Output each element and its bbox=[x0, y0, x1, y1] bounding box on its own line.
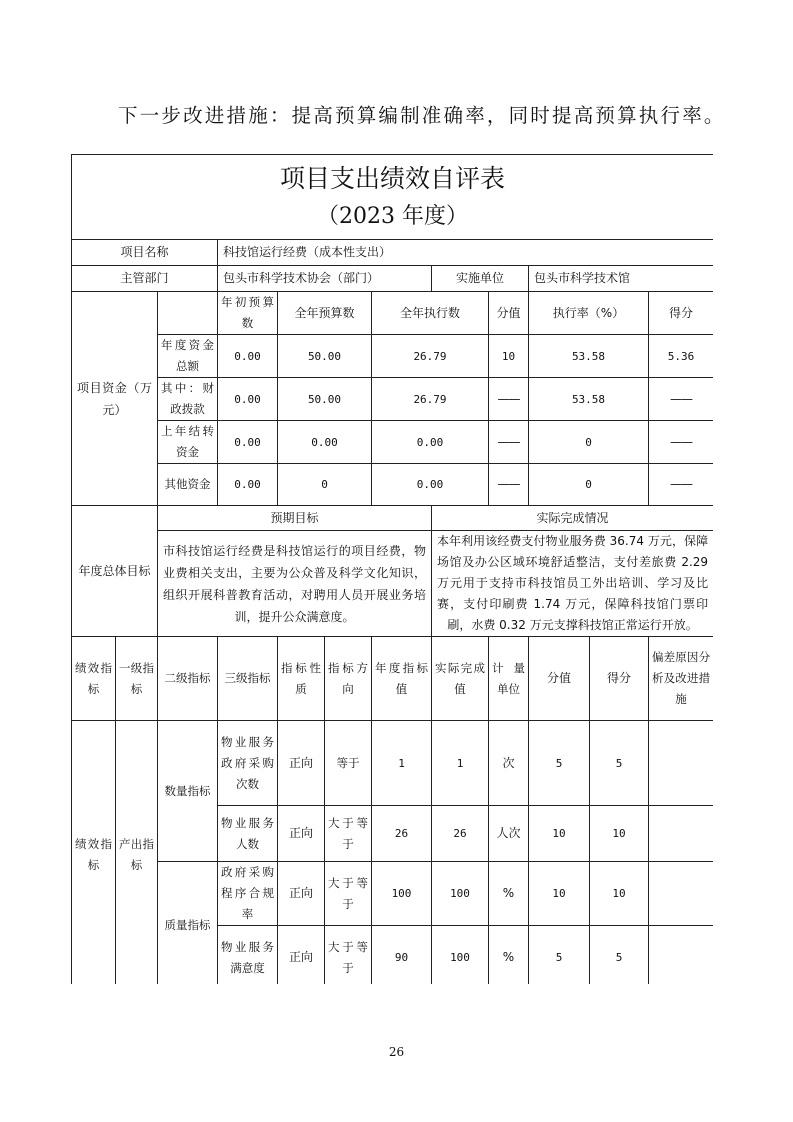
fund-row-executed: 26.79 bbox=[372, 378, 489, 421]
ind-target: 100 bbox=[372, 862, 432, 926]
project-name-label: 项目名称 bbox=[72, 240, 218, 266]
fund-row-rate: 53.58 bbox=[529, 378, 649, 421]
ind-quality-label: 质量指标 bbox=[158, 862, 218, 985]
ind-nature: 正向 bbox=[278, 806, 325, 862]
ind-target: 1 bbox=[372, 721, 432, 806]
ind-name: 物业服务满意度 bbox=[218, 926, 278, 985]
fund-row-score-value: —— bbox=[489, 378, 529, 421]
impl-value: 包头市科学技术馆 bbox=[529, 266, 714, 292]
ind-header-group: 绩效指标 bbox=[72, 637, 116, 721]
ind-score: 5 bbox=[590, 926, 649, 985]
indicator-row bbox=[72, 721, 714, 806]
fund-row-annual: 0 bbox=[278, 464, 372, 506]
goals-content-row bbox=[72, 531, 714, 637]
page-number: 26 bbox=[388, 1045, 405, 1059]
ind-header-level3: 三级指标 bbox=[218, 637, 278, 721]
fund-row bbox=[72, 335, 714, 378]
ind-header-score: 得分 bbox=[590, 637, 649, 721]
ind-score-value: 10 bbox=[529, 862, 590, 926]
fund-row-executed: 26.79 bbox=[372, 335, 489, 378]
goals-header-row bbox=[72, 506, 714, 531]
ind-direction: 大于等于 bbox=[325, 926, 372, 985]
fund-row-label: 其中：财政拨款 bbox=[158, 378, 218, 421]
impl-label: 实施单位 bbox=[432, 266, 529, 292]
ind-score: 10 bbox=[590, 806, 649, 862]
actual-result-header: 实际完成情况 bbox=[432, 506, 714, 531]
ind-unit: % bbox=[489, 926, 529, 985]
ind-header-unit: 计量单位 bbox=[489, 637, 529, 721]
fund-row-annual: 50.00 bbox=[278, 378, 372, 421]
fund-row-rate: 0 bbox=[529, 464, 649, 506]
ind-actual: 100 bbox=[432, 926, 489, 985]
fund-row-executed: 0.00 bbox=[372, 464, 489, 506]
ind-nature: 正向 bbox=[278, 862, 325, 926]
fund-row-score-value: —— bbox=[489, 421, 529, 464]
table-title-cell bbox=[72, 155, 714, 240]
ind-name: 物业服务政府采购次数 bbox=[218, 721, 278, 806]
performance-table bbox=[71, 154, 713, 984]
fund-row-label: 上年结转资金 bbox=[158, 421, 218, 464]
ind-header-score-value: 分值 bbox=[529, 637, 590, 721]
fund-header-executed: 全年执行数 bbox=[372, 292, 489, 335]
ind-direction: 大于等于 bbox=[325, 806, 372, 862]
fund-row bbox=[72, 421, 714, 464]
fund-header-initial: 年初预算数 bbox=[218, 292, 278, 335]
ind-header-target: 年度指标值 bbox=[372, 637, 432, 721]
ind-header-level2: 二级指标 bbox=[158, 637, 218, 721]
fund-row-executed: 0.00 bbox=[372, 421, 489, 464]
fund-row-annual: 50.00 bbox=[278, 335, 372, 378]
fund-header-annual: 全年预算数 bbox=[278, 292, 372, 335]
fund-row-rate: 0 bbox=[529, 421, 649, 464]
ind-actual: 1 bbox=[432, 721, 489, 806]
ind-target: 90 bbox=[372, 926, 432, 985]
table-title: 项目支出绩效自评表 bbox=[280, 164, 506, 193]
ind-score: 10 bbox=[590, 862, 649, 926]
fund-row-initial: 0.00 bbox=[218, 335, 278, 378]
fund-row bbox=[72, 378, 714, 421]
fund-row-annual: 0.00 bbox=[278, 421, 372, 464]
ind-direction: 等于 bbox=[325, 721, 372, 806]
indicator-header-row bbox=[72, 637, 714, 721]
table-subtitle: （2023 年度） bbox=[317, 204, 469, 229]
fund-row-label: 年度资金总额 bbox=[158, 335, 218, 378]
fund-label: 项目资金（万元） bbox=[72, 292, 158, 506]
ind-score-value: 10 bbox=[529, 806, 590, 862]
goals-label: 年度总体目标 bbox=[72, 506, 158, 637]
ind-header-nature: 指标性质 bbox=[278, 637, 325, 721]
performance-table-wrapper bbox=[71, 154, 713, 984]
ind-level1-label: 产出指标 bbox=[116, 721, 158, 985]
project-name-value: 科技馆运行经费（成本性支出） bbox=[218, 240, 714, 266]
fund-row-score: —— bbox=[649, 421, 714, 464]
ind-actual: 26 bbox=[432, 806, 489, 862]
ind-analysis bbox=[649, 926, 714, 985]
ind-group-label: 绩效指标 bbox=[72, 721, 116, 985]
ind-analysis bbox=[649, 721, 714, 806]
project-name-row bbox=[72, 240, 714, 266]
fund-header-row bbox=[72, 292, 714, 335]
ind-nature: 正向 bbox=[278, 926, 325, 985]
ind-nature: 正向 bbox=[278, 721, 325, 806]
fund-row-initial: 0.00 bbox=[218, 421, 278, 464]
ind-unit: 次 bbox=[489, 721, 529, 806]
fund-row-score-value: 10 bbox=[489, 335, 529, 378]
ind-header-actual: 实际完成值 bbox=[432, 637, 489, 721]
ind-analysis bbox=[649, 806, 714, 862]
ind-analysis bbox=[649, 862, 714, 926]
ind-header-level1: 一级指标 bbox=[116, 637, 158, 721]
expected-goal-header: 预期目标 bbox=[158, 506, 432, 531]
ind-header-direction: 指标方向 bbox=[325, 637, 372, 721]
fund-row-initial: 0.00 bbox=[218, 378, 278, 421]
fund-row-score: —— bbox=[649, 378, 714, 421]
ind-actual: 100 bbox=[432, 862, 489, 926]
fund-header-rate: 执行率（%） bbox=[529, 292, 649, 335]
ind-quantity-label: 数量指标 bbox=[158, 721, 218, 862]
ind-unit: 人次 bbox=[489, 806, 529, 862]
ind-score-value: 5 bbox=[529, 926, 590, 985]
ind-score-value: 5 bbox=[529, 721, 590, 806]
ind-score: 5 bbox=[590, 721, 649, 806]
fund-header-score: 得分 bbox=[649, 292, 714, 335]
fund-row-score: 5.36 bbox=[649, 335, 714, 378]
fund-header-blank bbox=[158, 292, 218, 335]
title-row bbox=[72, 155, 714, 240]
fund-row-score: —— bbox=[649, 464, 714, 506]
ind-direction: 大于等于 bbox=[325, 862, 372, 926]
ind-header-analysis: 偏差原因分析及改进措施 bbox=[649, 637, 714, 721]
ind-target: 26 bbox=[372, 806, 432, 862]
ind-name: 政府采购程序合规率 bbox=[218, 862, 278, 926]
fund-row bbox=[72, 464, 714, 506]
fund-header-score-value: 分值 bbox=[489, 292, 529, 335]
ind-unit: % bbox=[489, 862, 529, 926]
dept-value: 包头市科学技术协会（部门） bbox=[218, 266, 432, 292]
fund-row-label: 其他资金 bbox=[158, 464, 218, 506]
ind-name: 物业服务人数 bbox=[218, 806, 278, 862]
dept-row bbox=[72, 266, 714, 292]
fund-row-initial: 0.00 bbox=[218, 464, 278, 506]
fund-row-rate: 53.58 bbox=[529, 335, 649, 378]
dept-label: 主管部门 bbox=[72, 266, 218, 292]
fund-row-score-value: —— bbox=[489, 464, 529, 506]
expected-goal-text: 市科技馆运行经费是科技馆运行的项目经费，物业费相关支出，主要为公众普及科学文化知识，组织开展科普教育活动，对聘用人员开展业务培训，提升公众满意度。 bbox=[158, 531, 432, 637]
actual-result-text: 本年利用该经费支付物业服务费 36.74 万元，保障场馆及办公区域环境舒适整洁，支付差旅费 2.29 万元用于支持市科技馆员工外出培训、学习及比赛，支付印刷费 1.74 万元，保障科技馆门票印刷，水费 0.32 万元支撑科技馆正常运行开放。 bbox=[432, 531, 714, 637]
indicator-row bbox=[72, 862, 714, 926]
intro-text: 下一步改进措施：提高预算编制准确率，同时提高预算执行率。 bbox=[118, 104, 726, 127]
